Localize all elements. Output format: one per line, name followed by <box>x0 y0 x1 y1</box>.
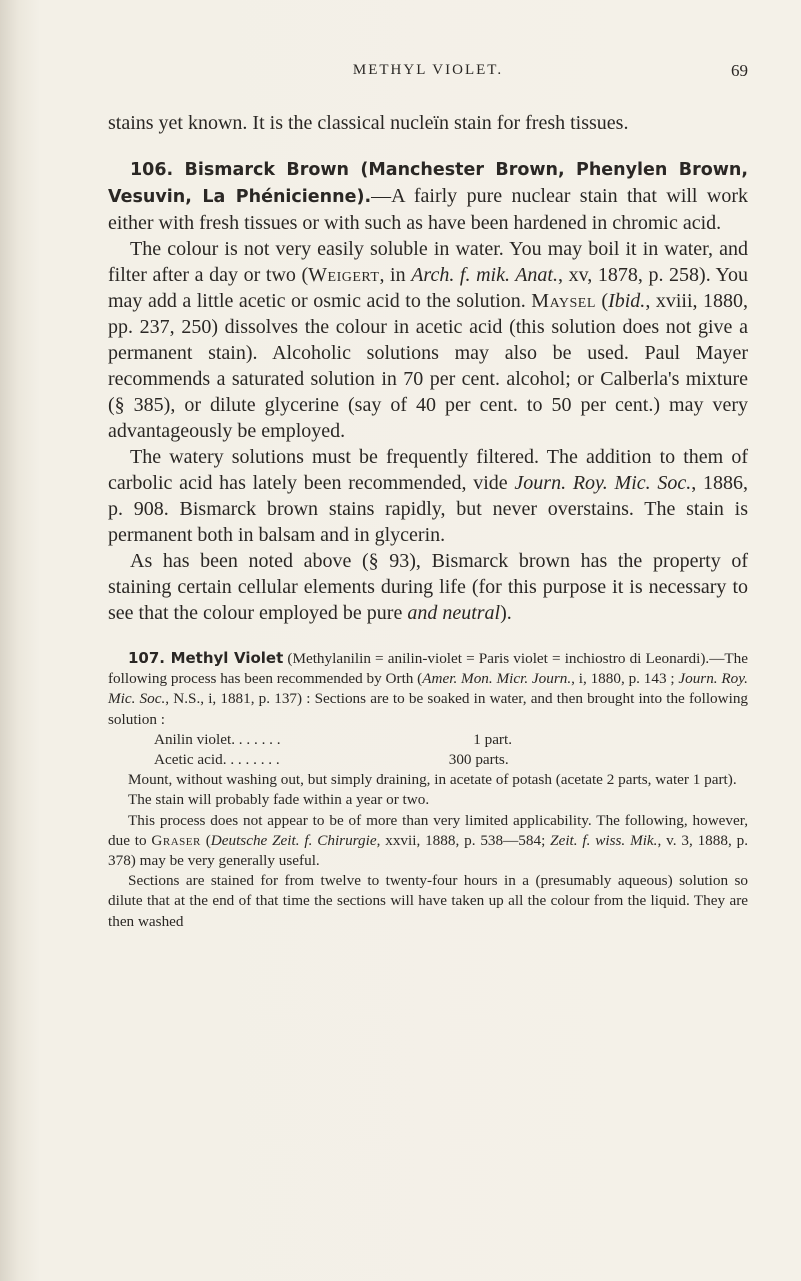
section-heading: 107. Methyl Violet <box>128 649 284 667</box>
journal-ref: Ibid. <box>608 290 646 312</box>
recipe-item: Anilin violet . . . . . . . 1 part. <box>154 730 513 748</box>
page-number: 69 <box>731 61 748 80</box>
recipe-item: Acetic acid . . . . . . . . 300 parts. <box>154 751 509 769</box>
paragraph-continuation: stains yet known. It is the classical nucleïn stain for fresh tissues. <box>108 112 629 134</box>
journal-ref: Amer. Mon. Micr. Journ. <box>422 670 572 688</box>
emphasis: and neutral <box>407 602 501 624</box>
running-head: METHYL VIOLET. <box>352 62 504 78</box>
recipe-list <box>108 730 748 770</box>
paragraph: 107. Methyl Violet (Methylanilin = anilin-violet = Paris violet = inchiostro di Leonardi).—The following process has been recommended by Orth (Amer. Mon. Micr. Journ., i, 1880, p. 143 ; Journ. Roy. Mic. Soc., N.S., i, 1881, p. 137) : Sections are to be soaked in water, and then brought into the following solution : <box>108 649 749 728</box>
page-header <box>108 62 748 86</box>
journal-ref: Journ. Roy. Mic. Soc. <box>514 472 692 494</box>
author-name: Graser <box>151 831 201 849</box>
paragraph: Mount, without washing out, but simply draining, in acetate of potash (acetate 2 parts, water 1 part). <box>128 771 737 789</box>
author-name: Weigert <box>308 264 380 286</box>
paragraph: The watery solutions must be frequently filtered. The addition to them of carbolic acid has lately been recommended, vide Journ. Roy. Mic. Soc., 1886, p. 908. Bismarck brown stains rapidly, but never overstains. The stain is permanent both in balsam and in glycerin. <box>108 446 749 546</box>
journal-ref: Zeit. f. wiss. Mik. <box>550 831 658 849</box>
journal-ref: Journ. Roy. Mic. Soc. <box>108 670 748 708</box>
paragraph: As has been noted above (§ 93), Bismarck brown has the property of staining certain cellular elements during life (for this purpose it is necessary to see that the colour employed be pure and neutral). <box>108 550 748 624</box>
paragraph: The colour is not very easily soluble in water. You may boil it in water, and filter after a day or two (Weigert, in Arch. f. mik. Anat., xv, 1878, p. 258). You may add a little acetic or osmic acid to the solution. Maysel (Ibid., xviii, 1880, pp. 237, 250) dissolves the colour in acetic acid (this solution does not give a permanent stain). Alcoholic solutions may also be used. Paul Mayer recommends a saturated solution in 70 per cent. alcohol; or Calberla's mixture (§ 385), or dilute glycerine (say of 40 per cent. to 50 per cent.) may very advantageously be employed. <box>108 238 749 442</box>
author-name: Maysel <box>531 290 596 312</box>
paragraph: The stain will probably fade within a year or two. <box>128 791 430 809</box>
section-107 <box>108 648 748 932</box>
section-heading: 106. Bismarck Brown (Manchester Brown, Phenylen Brown, Vesuvin, La Phénicienne). <box>108 160 748 207</box>
paragraph: Sections are stained for from twelve to twenty-four hours in a (presumably aqueous) solution so dilute that at the end of that time the sections will have taken up all the colour from the liquid. They are then washed <box>108 872 748 930</box>
paragraph: This process does not appear to be of more than very limited applicability. The following, however, due to Graser (Deutsche Zeit. f. Chirurgie, xxvii, 1888, p. 538—584; Zeit. f. wiss. Mik., v. 3, 1888, p. 378) may be very generally useful. <box>108 811 748 870</box>
main-text <box>108 110 748 932</box>
journal-ref: Arch. f. mik. Anat. <box>411 264 558 286</box>
section-106: 106. Bismarck Brown (Manchester Brown, Phenylen Brown, Vesuvin, La Phénicienne).—A fairly pure nuclear stain that will work either with fresh tissues or with such as have been hardened in chromic acid. <box>108 160 749 234</box>
journal-ref: Deutsche Zeit. f. Chirurgie <box>210 831 377 849</box>
